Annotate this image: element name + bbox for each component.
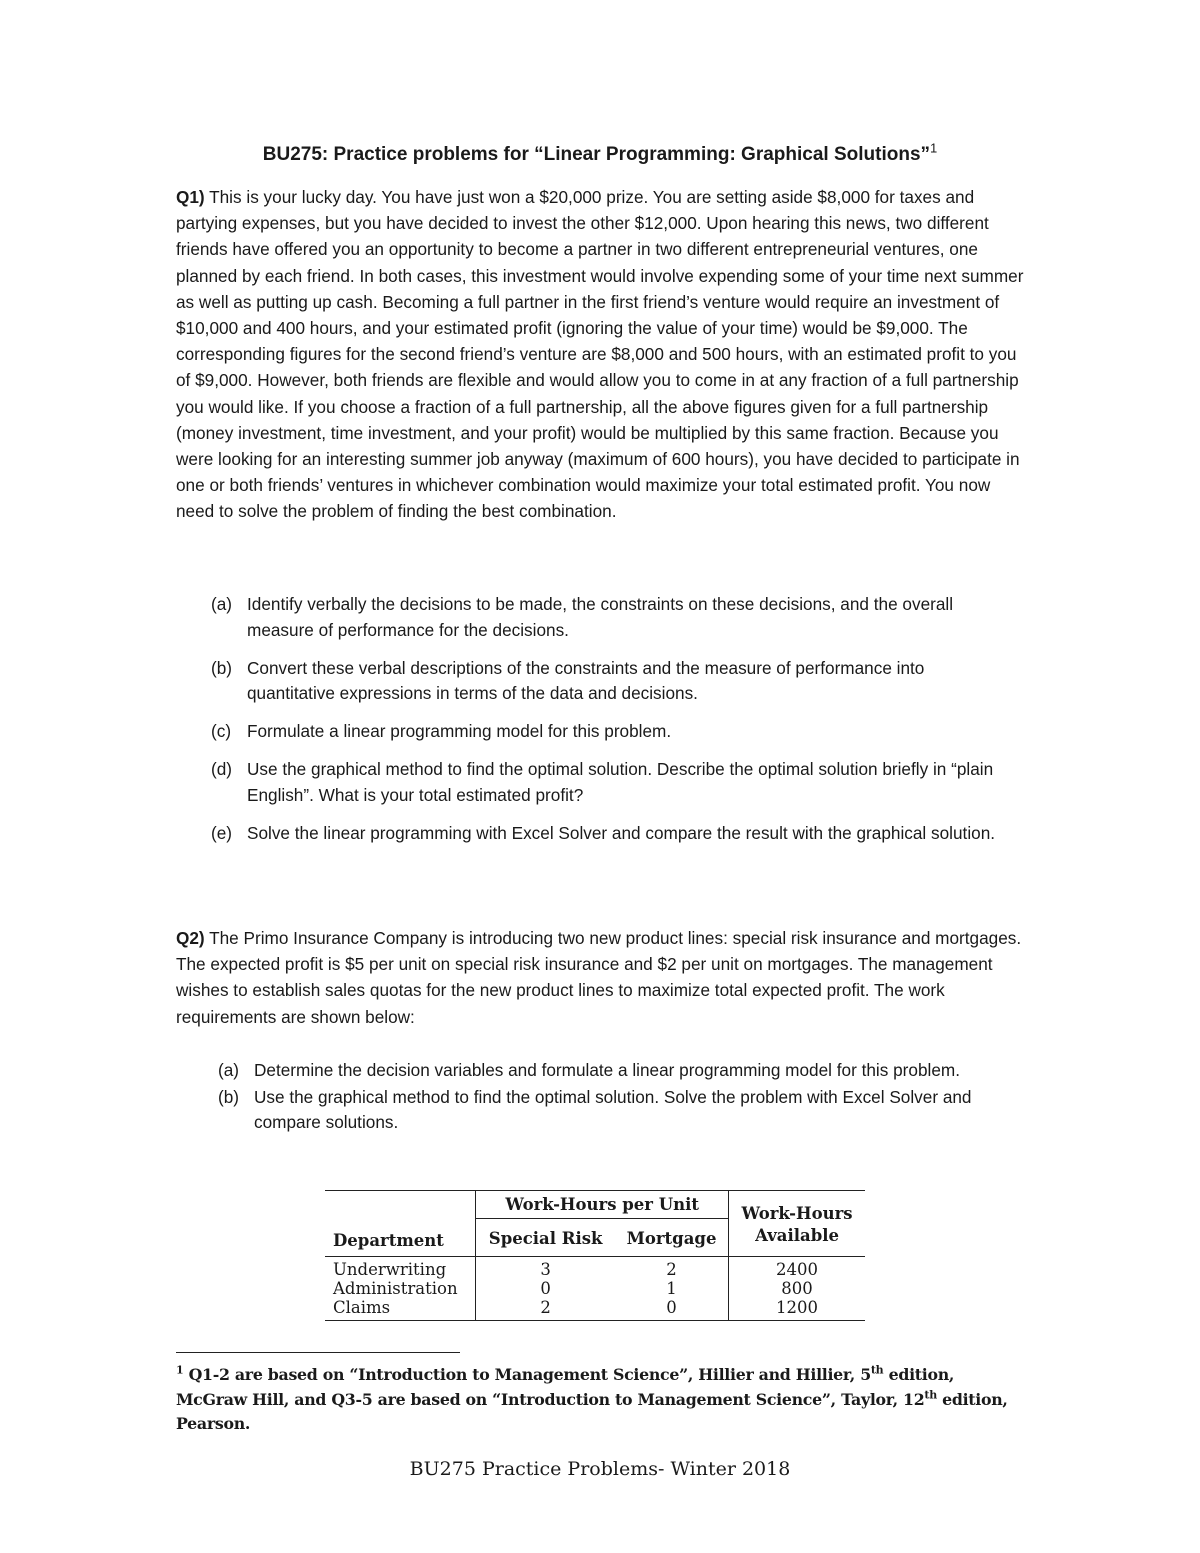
part-text: Use the graphical method to find the optimal solution. Solve the problem with Excel Solver and compare solutions. xyxy=(254,1086,972,1132)
header-available xyxy=(729,1191,865,1257)
table-row xyxy=(325,1279,865,1298)
footnote-mark: 1 xyxy=(176,1363,184,1377)
question-1-body xyxy=(176,184,1024,525)
header-mortgage: Mortgage xyxy=(615,1219,729,1257)
page-title xyxy=(176,140,1024,166)
footnote-sup-1: th xyxy=(870,1363,884,1377)
part-label: (a) xyxy=(211,594,233,614)
page-footer: BU275 Practice Problems- Winter 2018 xyxy=(409,1458,791,1480)
part-label: (d) xyxy=(211,759,233,779)
cell-available: 2400 xyxy=(776,1260,819,1279)
question-1-parts xyxy=(211,592,1011,859)
cell-special-risk: 3 xyxy=(540,1260,551,1279)
question-2-parts xyxy=(218,1058,998,1137)
work-hours-table xyxy=(325,1190,865,1321)
list-item xyxy=(211,719,1011,745)
question-1 xyxy=(176,184,1024,525)
header-group: Work-Hours per Unit xyxy=(476,1191,729,1219)
part-text: Solve the linear programming with Excel Solver and compare the result with the graphical solution. xyxy=(247,822,996,843)
list-item xyxy=(211,821,1011,847)
part-text: Use the graphical method to find the optimal solution. Describe the optimal solution briefly in “plain English”. What is your total estimated profit? xyxy=(247,759,994,805)
question-2-body xyxy=(176,925,1024,1030)
cell-mortgage: 0 xyxy=(615,1298,729,1321)
part-text: Identify verbally the decisions to be made, the constraints on these decisions, and the overall measure of performance for the decisions. xyxy=(247,594,954,640)
part-label: (e) xyxy=(211,822,233,843)
part-label: (b) xyxy=(218,1086,240,1107)
part-text: Formulate a linear programming model for this problem. xyxy=(247,721,672,741)
question-2 xyxy=(176,925,1024,1030)
part-label: (a) xyxy=(218,1060,240,1080)
header-special-risk: Special Risk xyxy=(476,1219,615,1257)
question-1-text: This is your lucky day. You have just won a $20,000 prize. You are setting aside $8,000 for taxes and partying expenses, but you have decided to invest the other $12,000. Upon hearing this news, two different friends have offered you an opportunity to become a partner in two different entrepreneurial ventures, one planned by each friend. In both cases, this investment would involve expending some of your time next summer as well as putting up cash. Becoming a full partner in the first friend’s venture would require an investment of $10,000 and 400 hours, and your estimated profit (ignoring the value of your time) would be $9,000. The corresponding figures for the second friend’s venture are $8,000 and 500 hours, with an estimated profit to you of $9,000. However, both friends are flexible and would allow you to come in at any fraction of a full partnership you would like. If you choose a fraction of a full partnership, all the above figures given for a full partnership (money investment, time investment, and your profit) would be multiplied by this same fraction. Because you were looking for an interesting summer job anyway (maximum of 600 hours), you have decided to participate in one or both friends’ ventures in whichever combination would maximize your total estimated profit. You now need to solve the problem of finding the best combination. xyxy=(176,187,1024,522)
part-label: (b) xyxy=(211,657,233,678)
part-label: (c) xyxy=(211,721,232,741)
header-available-line1: Work-Hours xyxy=(741,1203,853,1223)
list-item xyxy=(211,592,1011,643)
question-1-label: Q1) xyxy=(176,187,205,207)
list-item xyxy=(211,757,1011,808)
header-department: Department xyxy=(325,1191,476,1257)
cell-mortgage: 1 xyxy=(615,1279,729,1298)
list-item xyxy=(211,656,1011,707)
footnote-text-1: Q1-2 are based on “Introduction to Management Science”, Hillier and Hillier, 5 xyxy=(188,1365,871,1384)
table-row xyxy=(325,1257,865,1280)
question-2-label: Q2) xyxy=(176,928,205,948)
cell-department: Underwriting xyxy=(325,1257,476,1280)
part-text: Convert these verbal descriptions of the constraints and the measure of performance into quantitative expressions in terms of the data and decisions. xyxy=(247,657,925,703)
header-available-line2: Available xyxy=(755,1225,840,1245)
page-title-text: BU275: Practice problems for “Linear Programming: Graphical Solutions” xyxy=(262,144,931,165)
cell-special-risk: 0 xyxy=(540,1279,551,1298)
title-footnote-mark: 1 xyxy=(930,140,938,156)
footnote-sup-2: th xyxy=(924,1388,937,1402)
cell-department: Administration xyxy=(325,1279,476,1298)
cell-mortgage: 2 xyxy=(615,1257,729,1280)
cell-available: 1200 xyxy=(729,1298,865,1321)
footnote-divider xyxy=(176,1352,460,1353)
part-text: Determine the decision variables and formulate a linear programming model for this problem. xyxy=(254,1060,960,1080)
table-row xyxy=(325,1298,865,1321)
footnote-text-3: edition, Pearson. xyxy=(176,1389,1008,1433)
question-2-text: The Primo Insurance Company is introducing two new product lines: special risk insurance and mortgages. The expected profit is $5 per unit on special risk insurance and $2 per unit on mortgages. The management wishes to establish sales quotas for the new product lines to maximize total expected profit. The work requirements are shown below: xyxy=(176,928,1022,1027)
list-item xyxy=(218,1058,998,1084)
table-header-row xyxy=(325,1191,865,1219)
cell-department: Claims xyxy=(325,1298,476,1321)
cell-special-risk: 2 xyxy=(476,1298,615,1321)
cell-available: 800 xyxy=(781,1279,813,1298)
footnote-text-2: edition, McGraw Hill, and Q3-5 are based on “Introduction to Management Science”, Taylor, 12 xyxy=(176,1365,955,1409)
list-item xyxy=(218,1085,998,1136)
footnote xyxy=(176,1363,1024,1437)
